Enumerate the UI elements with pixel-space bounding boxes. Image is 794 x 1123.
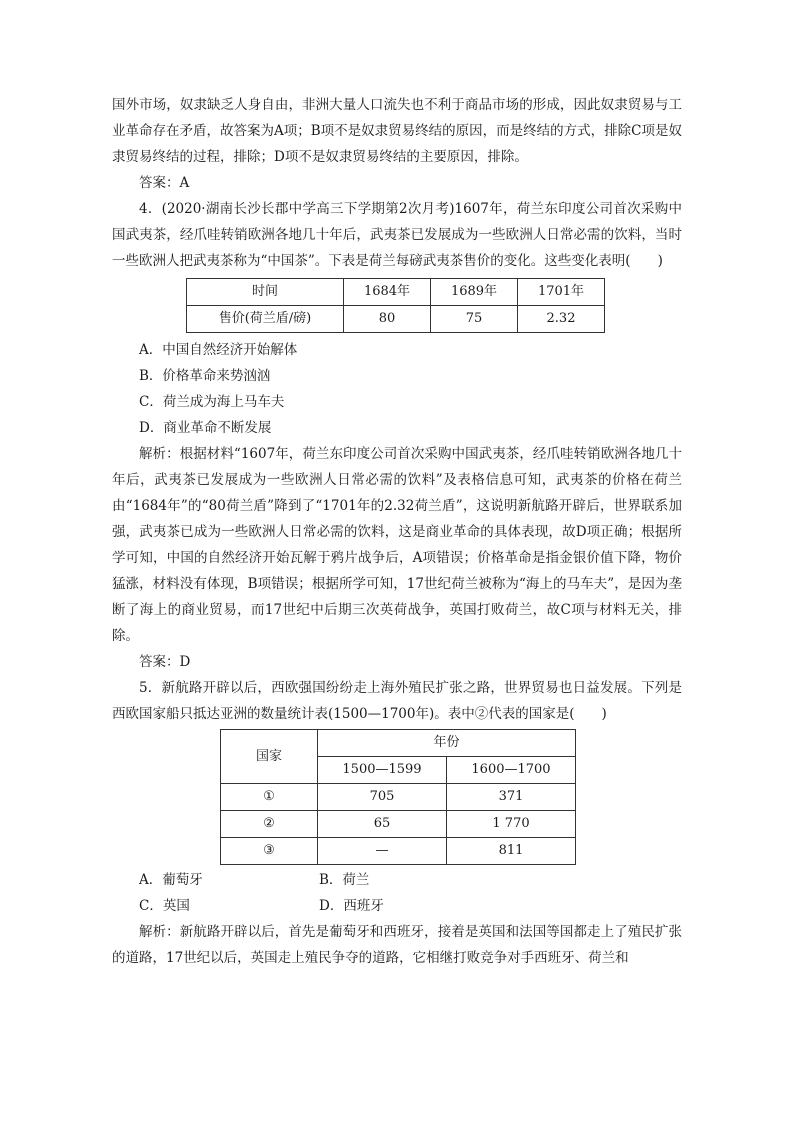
table-header-year: 年份	[318, 730, 576, 757]
q4-option-d: D．商业革命不断发展	[139, 420, 272, 436]
q4-option-c: C．荷兰成为海上马车夫	[139, 394, 285, 410]
table-cell: 371	[447, 784, 576, 811]
table-row	[187, 306, 605, 333]
q5-analysis: 解析：新航路开辟以后，首先是葡萄牙和西班牙，接着是英国和法国等国都走上了殖民扩张的道路，17世纪以后，英国走上殖民争夺的道路，它相继打败竞争对手西班牙、荷兰和	[112, 924, 682, 966]
q5-option-a: A．葡萄牙	[139, 872, 203, 888]
q4-price-table	[186, 278, 605, 333]
q5-options-row-2	[112, 893, 682, 919]
q4-option-a: A．中国自然经济开始解体	[139, 342, 298, 358]
table-row	[221, 838, 576, 865]
q5-stem: 5．新航路开辟以后，西欧强国纷纷走上海外殖民扩张之路，世界贸易也日益发展。下列是西欧国家船只抵达亚洲的数量统计表(1500—1700年)。表中②代表的国家是( )	[112, 680, 682, 722]
table-cell: 705	[318, 784, 447, 811]
table-cell: 75	[431, 306, 518, 333]
table-cell: 2.32	[518, 306, 605, 333]
table-cell: ②	[221, 811, 318, 838]
q5-option-c: C．英国	[139, 898, 190, 914]
table-cell: 售价(荷兰盾/磅)	[187, 306, 344, 333]
table-header-period: 1500—1599	[318, 757, 447, 784]
q4-analysis: 解析：根据材料“1607年，荷兰东印度公司首次采购中国武夷茶，经爪哇转销欧洲各地几十年后，武夷茶已发展成为一些欧洲人日常必需的饮料”及表格信息可知，武夷茶的价格在荷兰由“1684年”的“80荷兰盾”降到了“1701年的2.32荷兰盾”，这说明新航路开辟后，世界联系加强，武夷茶已成为一些欧洲人日常必需的饮料，这是商业革命的具体表现，故D项正确；根据所学可知，中国的自然经济开始瓦解于鸦片战争后，A项错误；价格革命是指金银价值下降，物价猛涨，材料没有体现，B项错误；根据所学可知，17世纪荷兰被称为“海上的马车夫”，是因为垄断了海上的商业贸易，而17世纪中后期三次英荷战争，英国打败荷兰，故C项与材料无关，排除。	[112, 446, 682, 644]
table-header-period: 1600—1700	[447, 757, 576, 784]
table-cell: 80	[344, 306, 431, 333]
q4-option-b: B．价格革命来势汹汹	[139, 368, 271, 384]
table-cell: 1 770	[447, 811, 576, 838]
q5-option-b: B．荷兰	[319, 872, 370, 888]
table-row	[187, 279, 605, 306]
table-row	[221, 730, 576, 757]
table-cell: ③	[221, 838, 318, 865]
table-cell: 1701年	[518, 279, 605, 306]
q4-stem: 4．(2020·湖南长沙长郡中学高三下学期第2次月考)1607年，荷兰东印度公司首次采购中国武夷茶，经爪哇转销欧洲各地几十年后，武夷茶已发展成为一些欧洲人日常必需的饮料，当时一些欧洲人把武夷茶称为“中国茶”。下表是荷兰每磅武夷茶售价的变化。这些变化表明( )	[112, 201, 682, 269]
table-header-country: 国家	[221, 730, 318, 784]
table-row	[221, 811, 576, 838]
table-cell: 1684年	[344, 279, 431, 306]
table-row	[221, 784, 576, 811]
document-page	[112, 92, 682, 971]
intro-paragraph: 国外市场，奴隶缺乏人身自由，非洲大量人口流失也不利于商品市场的形成，因此奴隶贸易与工业革命存在矛盾，故答案为A项；B项不是奴隶贸易终结的原因，而是终结的方式，排除C项是奴隶贸易终结的过程，排除；D项不是奴隶贸易终结的主要原因，排除。	[112, 97, 682, 165]
intro-answer: 答案：A	[139, 175, 190, 191]
table-cell: 811	[447, 838, 576, 865]
table-cell: 65	[318, 811, 447, 838]
table-cell: ①	[221, 784, 318, 811]
q4-answer: 答案：D	[139, 654, 191, 670]
table-cell: 1689年	[431, 279, 518, 306]
table-cell: —	[318, 838, 447, 865]
q5-option-d: D．西班牙	[319, 898, 384, 914]
q5-options-row-1	[112, 867, 682, 893]
q5-ships-table	[220, 729, 576, 865]
table-cell: 时间	[187, 279, 344, 306]
